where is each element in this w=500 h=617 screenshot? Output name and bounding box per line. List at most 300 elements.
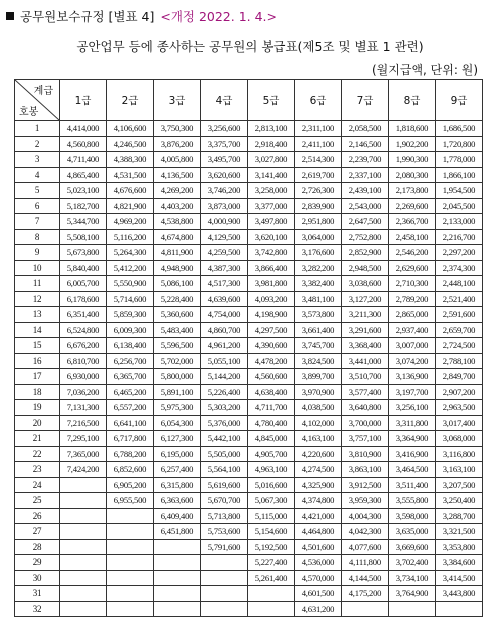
salary-cell: 4,038,500 xyxy=(295,400,342,416)
salary-cell: 4,711,400 xyxy=(60,152,107,168)
salary-cell: 3,510,700 xyxy=(342,369,389,385)
salary-cell: 3,414,500 xyxy=(436,570,483,586)
salary-cell: 5,702,000 xyxy=(154,353,201,369)
salary-cell: 6,009,300 xyxy=(107,322,154,338)
table-row xyxy=(15,276,483,292)
salary-cell: 2,045,500 xyxy=(436,198,483,214)
step-number: 32 xyxy=(15,601,60,617)
table-row xyxy=(15,477,483,493)
salary-cell xyxy=(60,586,107,602)
step-number: 1 xyxy=(15,121,60,137)
grade-header: 8급 xyxy=(389,80,436,121)
salary-cell: 4,961,200 xyxy=(201,338,248,354)
salary-table xyxy=(14,79,483,617)
table-row xyxy=(15,167,483,183)
salary-cell: 2,849,700 xyxy=(436,369,483,385)
salary-cell: 4,638,400 xyxy=(248,384,295,400)
salary-cell: 6,054,300 xyxy=(154,415,201,431)
step-number: 23 xyxy=(15,462,60,478)
table-row xyxy=(15,446,483,462)
salary-cell: 5,670,700 xyxy=(201,493,248,509)
step-number: 28 xyxy=(15,539,60,555)
salary-cell: 3,620,100 xyxy=(248,229,295,245)
salary-cell xyxy=(154,601,201,617)
salary-cell: 5,116,200 xyxy=(107,229,154,245)
salary-cell: 5,261,400 xyxy=(248,570,295,586)
salary-cell: 6,852,600 xyxy=(107,462,154,478)
salary-cell: 2,907,200 xyxy=(436,384,483,400)
salary-cell xyxy=(154,555,201,571)
salary-cell: 3,757,100 xyxy=(342,431,389,447)
salary-cell: 5,673,800 xyxy=(60,245,107,261)
salary-cell: 3,116,800 xyxy=(436,446,483,462)
salary-cell: 6,363,600 xyxy=(154,493,201,509)
salary-cell xyxy=(60,555,107,571)
salary-cell: 5,023,100 xyxy=(60,183,107,199)
step-number: 15 xyxy=(15,338,60,354)
step-number: 13 xyxy=(15,307,60,323)
salary-cell: 3,620,600 xyxy=(201,167,248,183)
table-row xyxy=(15,291,483,307)
table-row xyxy=(15,508,483,524)
salary-cell: 5,115,000 xyxy=(248,508,295,524)
salary-cell: 4,403,200 xyxy=(154,198,201,214)
document-header xyxy=(6,6,277,26)
salary-cell xyxy=(201,586,248,602)
step-number: 25 xyxy=(15,493,60,509)
salary-cell: 5,154,600 xyxy=(248,524,295,540)
salary-cell: 3,364,900 xyxy=(389,431,436,447)
salary-cell: 4,538,800 xyxy=(154,214,201,230)
salary-cell: 4,005,800 xyxy=(154,152,201,168)
salary-cell: 5,016,600 xyxy=(248,477,295,493)
salary-cell: 3,810,900 xyxy=(342,446,389,462)
salary-cell: 2,366,700 xyxy=(389,214,436,230)
salary-cell xyxy=(201,555,248,571)
salary-cell: 3,311,800 xyxy=(389,415,436,431)
salary-cell: 3,635,000 xyxy=(389,524,436,540)
salary-cell: 4,570,000 xyxy=(295,570,342,586)
salary-cell: 3,288,700 xyxy=(436,508,483,524)
salary-cell: 3,750,300 xyxy=(154,121,201,137)
salary-cell: 3,441,000 xyxy=(342,353,389,369)
step-number: 14 xyxy=(15,322,60,338)
salary-cell: 2,789,200 xyxy=(389,291,436,307)
salary-cell: 5,055,100 xyxy=(201,353,248,369)
table-row xyxy=(15,214,483,230)
salary-cell: 5,791,600 xyxy=(201,539,248,555)
salary-cell: 4,259,500 xyxy=(201,245,248,261)
header-row xyxy=(15,80,483,121)
salary-cell: 7,295,100 xyxy=(60,431,107,447)
table-row xyxy=(15,121,483,137)
salary-cell: 4,136,500 xyxy=(154,167,201,183)
salary-cell: 3,250,400 xyxy=(436,493,483,509)
salary-cell: 5,508,100 xyxy=(60,229,107,245)
step-number: 11 xyxy=(15,276,60,292)
salary-cell: 3,353,800 xyxy=(436,539,483,555)
salary-cell xyxy=(60,493,107,509)
salary-cell: 3,573,800 xyxy=(295,307,342,323)
salary-cell: 3,074,200 xyxy=(389,353,436,369)
step-number: 4 xyxy=(15,167,60,183)
salary-cell: 1,720,800 xyxy=(436,136,483,152)
salary-cell: 3,176,600 xyxy=(295,245,342,261)
salary-cell: 6,138,400 xyxy=(107,338,154,354)
salary-cell xyxy=(107,586,154,602)
salary-cell: 2,839,900 xyxy=(295,198,342,214)
step-number: 3 xyxy=(15,152,60,168)
salary-cell: 3,258,000 xyxy=(248,183,295,199)
salary-cell: 3,873,000 xyxy=(201,198,248,214)
table-row xyxy=(15,570,483,586)
salary-cell: 3,495,700 xyxy=(201,152,248,168)
square-bullet-icon xyxy=(6,12,14,20)
salary-cell: 4,414,000 xyxy=(60,121,107,137)
salary-cell: 5,226,400 xyxy=(201,384,248,400)
salary-cell: 4,220,600 xyxy=(295,446,342,462)
salary-cell: 4,106,600 xyxy=(107,121,154,137)
salary-cell: 3,700,000 xyxy=(342,415,389,431)
salary-cell: 3,282,200 xyxy=(295,260,342,276)
step-number: 24 xyxy=(15,477,60,493)
grade-header: 1급 xyxy=(60,80,107,121)
salary-cell xyxy=(107,524,154,540)
table-row xyxy=(15,384,483,400)
salary-cell: 3,038,600 xyxy=(342,276,389,292)
grade-header: 3급 xyxy=(154,80,201,121)
salary-cell: 6,524,800 xyxy=(60,322,107,338)
salary-cell: 3,959,300 xyxy=(342,493,389,509)
salary-cell xyxy=(60,524,107,540)
salary-cell: 6,409,400 xyxy=(154,508,201,524)
salary-cell: 4,464,800 xyxy=(295,524,342,540)
salary-cell: 2,865,000 xyxy=(389,307,436,323)
salary-cell: 1,866,100 xyxy=(436,167,483,183)
salary-cell: 4,163,100 xyxy=(295,431,342,447)
grade-header: 2급 xyxy=(107,80,154,121)
salary-cell: 6,641,100 xyxy=(107,415,154,431)
table-row xyxy=(15,353,483,369)
salary-cell: 2,852,900 xyxy=(342,245,389,261)
grade-header: 9급 xyxy=(436,80,483,121)
salary-cell: 4,387,300 xyxy=(201,260,248,276)
salary-cell: 3,981,800 xyxy=(248,276,295,292)
salary-cell: 2,726,300 xyxy=(295,183,342,199)
salary-cell: 4,969,200 xyxy=(107,214,154,230)
salary-cell xyxy=(248,601,295,617)
salary-cell: 4,711,700 xyxy=(248,400,295,416)
table-row xyxy=(15,524,483,540)
salary-cell: 3,746,200 xyxy=(201,183,248,199)
table-row xyxy=(15,307,483,323)
table-row xyxy=(15,462,483,478)
table-row xyxy=(15,555,483,571)
salary-cell: 6,930,000 xyxy=(60,369,107,385)
table-row xyxy=(15,245,483,261)
corner-cell xyxy=(15,80,60,121)
salary-cell: 2,659,700 xyxy=(436,322,483,338)
salary-cell: 4,478,200 xyxy=(248,353,295,369)
salary-cell xyxy=(154,539,201,555)
salary-cell: 5,505,000 xyxy=(201,446,248,462)
salary-cell: 3,064,000 xyxy=(295,229,342,245)
salary-cell: 5,550,900 xyxy=(107,276,154,292)
salary-cell: 3,824,500 xyxy=(295,353,342,369)
salary-cell: 4,144,500 xyxy=(342,570,389,586)
salary-cell: 6,256,700 xyxy=(107,353,154,369)
salary-cell xyxy=(107,539,154,555)
salary-cell: 4,601,500 xyxy=(295,586,342,602)
table-row xyxy=(15,493,483,509)
step-number: 19 xyxy=(15,400,60,416)
salary-cell: 3,368,400 xyxy=(342,338,389,354)
corner-grade-label: 계급 xyxy=(33,86,53,97)
salary-cell: 3,377,000 xyxy=(248,198,295,214)
table-row xyxy=(15,136,483,152)
salary-cell: 4,042,300 xyxy=(342,524,389,540)
salary-cell: 4,297,500 xyxy=(248,322,295,338)
salary-cell: 1,686,500 xyxy=(436,121,483,137)
salary-cell: 2,080,300 xyxy=(389,167,436,183)
salary-cell: 5,859,300 xyxy=(107,307,154,323)
table-row xyxy=(15,338,483,354)
salary-cell: 5,714,600 xyxy=(107,291,154,307)
salary-cell: 2,951,800 xyxy=(295,214,342,230)
salary-cell xyxy=(248,586,295,602)
salary-cell xyxy=(389,601,436,617)
salary-cell: 4,560,600 xyxy=(248,369,295,385)
salary-cell: 3,464,500 xyxy=(389,462,436,478)
salary-cell: 3,007,000 xyxy=(389,338,436,354)
salary-cell: 2,374,300 xyxy=(436,260,483,276)
salary-cell: 2,173,800 xyxy=(389,183,436,199)
table-row xyxy=(15,198,483,214)
salary-cell: 3,256,600 xyxy=(201,121,248,137)
salary-cell: 3,207,500 xyxy=(436,477,483,493)
salary-cell: 3,734,100 xyxy=(389,570,436,586)
salary-cell: 4,860,700 xyxy=(201,322,248,338)
salary-cell: 2,448,100 xyxy=(436,276,483,292)
salary-cell: 3,416,900 xyxy=(389,446,436,462)
salary-cell: 2,146,500 xyxy=(342,136,389,152)
salary-cell: 4,111,800 xyxy=(342,555,389,571)
salary-cell: 2,813,100 xyxy=(248,121,295,137)
salary-cell: 4,390,600 xyxy=(248,338,295,354)
salary-cell xyxy=(436,601,483,617)
salary-cell: 2,297,200 xyxy=(436,245,483,261)
salary-cell: 5,442,100 xyxy=(201,431,248,447)
unit-note: (월지급액, 단위: 원) xyxy=(372,63,478,77)
salary-cell: 2,619,700 xyxy=(295,167,342,183)
salary-cell xyxy=(60,477,107,493)
salary-cell: 5,303,200 xyxy=(201,400,248,416)
step-number: 18 xyxy=(15,384,60,400)
salary-cell: 3,764,900 xyxy=(389,586,436,602)
salary-cell xyxy=(107,555,154,571)
step-number: 27 xyxy=(15,524,60,540)
salary-cell: 4,274,500 xyxy=(295,462,342,478)
salary-cell: 4,269,200 xyxy=(154,183,201,199)
step-number: 10 xyxy=(15,260,60,276)
step-number: 26 xyxy=(15,508,60,524)
salary-cell: 7,131,300 xyxy=(60,400,107,416)
salary-cell: 3,384,600 xyxy=(436,555,483,571)
salary-cell: 4,536,000 xyxy=(295,555,342,571)
table-row xyxy=(15,431,483,447)
salary-cell: 4,560,800 xyxy=(60,136,107,152)
salary-cell: 5,975,300 xyxy=(154,400,201,416)
salary-cell: 6,717,800 xyxy=(107,431,154,447)
salary-cell: 2,963,500 xyxy=(436,400,483,416)
salary-cell: 6,127,300 xyxy=(154,431,201,447)
salary-cell: 3,577,400 xyxy=(342,384,389,400)
salary-cell: 2,937,400 xyxy=(389,322,436,338)
salary-cell: 5,360,600 xyxy=(154,307,201,323)
salary-cell: 2,311,100 xyxy=(295,121,342,137)
salary-cell: 3,163,100 xyxy=(436,462,483,478)
salary-cell: 4,531,500 xyxy=(107,167,154,183)
salary-cell: 4,102,000 xyxy=(295,415,342,431)
salary-cell: 4,517,300 xyxy=(201,276,248,292)
step-number: 22 xyxy=(15,446,60,462)
salary-cell: 1,818,600 xyxy=(389,121,436,137)
salary-cell: 3,127,200 xyxy=(342,291,389,307)
salary-cell: 5,086,100 xyxy=(154,276,201,292)
grade-header: 7급 xyxy=(342,80,389,121)
salary-cell: 3,375,700 xyxy=(201,136,248,152)
salary-cell xyxy=(107,601,154,617)
salary-cell: 3,863,100 xyxy=(342,462,389,478)
salary-cell: 5,753,600 xyxy=(201,524,248,540)
salary-cell: 2,752,800 xyxy=(342,229,389,245)
table-row xyxy=(15,152,483,168)
salary-cell: 5,192,500 xyxy=(248,539,295,555)
salary-cell: 7,036,200 xyxy=(60,384,107,400)
salary-cell: 6,465,200 xyxy=(107,384,154,400)
salary-cell: 2,458,100 xyxy=(389,229,436,245)
regulation-name: 공무원보수규정 [별표 4] xyxy=(20,9,155,24)
table-row xyxy=(15,415,483,431)
salary-cell: 4,948,900 xyxy=(154,260,201,276)
salary-cell: 3,640,800 xyxy=(342,400,389,416)
salary-cell: 4,000,900 xyxy=(201,214,248,230)
salary-cell: 6,557,200 xyxy=(107,400,154,416)
salary-cell: 5,596,500 xyxy=(154,338,201,354)
salary-cell: 3,912,500 xyxy=(342,477,389,493)
salary-cell: 4,821,900 xyxy=(107,198,154,214)
salary-cell: 2,724,500 xyxy=(436,338,483,354)
salary-cell: 3,481,100 xyxy=(295,291,342,307)
table-row xyxy=(15,229,483,245)
step-number: 31 xyxy=(15,586,60,602)
salary-cell: 6,005,700 xyxy=(60,276,107,292)
salary-cell: 3,197,700 xyxy=(389,384,436,400)
salary-cell: 5,483,400 xyxy=(154,322,201,338)
salary-cell: 2,216,700 xyxy=(436,229,483,245)
salary-cell: 2,133,000 xyxy=(436,214,483,230)
salary-cell: 4,845,000 xyxy=(248,431,295,447)
salary-cell: 5,840,400 xyxy=(60,260,107,276)
salary-cell: 4,388,300 xyxy=(107,152,154,168)
salary-cell: 5,228,400 xyxy=(154,291,201,307)
salary-cell: 2,788,100 xyxy=(436,353,483,369)
salary-cell: 3,511,400 xyxy=(389,477,436,493)
salary-cell: 3,017,400 xyxy=(436,415,483,431)
salary-cell: 2,514,300 xyxy=(295,152,342,168)
salary-cell xyxy=(154,570,201,586)
salary-cell: 1,778,000 xyxy=(436,152,483,168)
salary-cell: 6,955,500 xyxy=(107,493,154,509)
salary-cell: 3,970,900 xyxy=(295,384,342,400)
salary-cell: 2,591,600 xyxy=(436,307,483,323)
step-number: 29 xyxy=(15,555,60,571)
table-row xyxy=(15,586,483,602)
salary-cell xyxy=(201,570,248,586)
salary-cell: 3,068,000 xyxy=(436,431,483,447)
salary-cell: 2,546,200 xyxy=(389,245,436,261)
salary-cell: 3,745,700 xyxy=(295,338,342,354)
salary-cell: 2,948,500 xyxy=(342,260,389,276)
salary-cell: 5,800,000 xyxy=(154,369,201,385)
salary-cell: 6,905,200 xyxy=(107,477,154,493)
salary-cell: 3,702,400 xyxy=(389,555,436,571)
salary-cell: 6,351,400 xyxy=(60,307,107,323)
salary-cell: 4,780,400 xyxy=(248,415,295,431)
salary-cell: 4,129,500 xyxy=(201,229,248,245)
salary-cell: 3,497,800 xyxy=(248,214,295,230)
table-body xyxy=(15,121,483,617)
salary-cell: 3,211,300 xyxy=(342,307,389,323)
salary-cell: 5,344,700 xyxy=(60,214,107,230)
salary-cell: 4,631,200 xyxy=(295,601,342,617)
salary-cell: 4,905,700 xyxy=(248,446,295,462)
salary-cell: 5,619,600 xyxy=(201,477,248,493)
salary-cell: 6,676,200 xyxy=(60,338,107,354)
salary-cell: 3,291,600 xyxy=(342,322,389,338)
salary-cell xyxy=(60,570,107,586)
step-number: 20 xyxy=(15,415,60,431)
salary-cell: 6,365,700 xyxy=(107,369,154,385)
step-number: 9 xyxy=(15,245,60,261)
salary-cell: 4,198,900 xyxy=(248,307,295,323)
salary-cell: 3,321,500 xyxy=(436,524,483,540)
salary-cell: 4,093,200 xyxy=(248,291,295,307)
step-number: 17 xyxy=(15,369,60,385)
salary-cell: 5,227,400 xyxy=(248,555,295,571)
step-number: 7 xyxy=(15,214,60,230)
salary-cell: 2,239,700 xyxy=(342,152,389,168)
salary-cell: 7,424,200 xyxy=(60,462,107,478)
step-number: 16 xyxy=(15,353,60,369)
step-number: 6 xyxy=(15,198,60,214)
salary-cell: 4,325,900 xyxy=(295,477,342,493)
salary-cell: 5,376,000 xyxy=(201,415,248,431)
salary-cell: 2,629,600 xyxy=(389,260,436,276)
salary-cell: 2,918,400 xyxy=(248,136,295,152)
salary-cell: 2,058,500 xyxy=(342,121,389,137)
grade-header: 4급 xyxy=(201,80,248,121)
step-number: 12 xyxy=(15,291,60,307)
salary-cell: 5,182,700 xyxy=(60,198,107,214)
salary-cell: 7,365,000 xyxy=(60,446,107,462)
salary-cell: 2,521,400 xyxy=(436,291,483,307)
salary-cell: 2,439,100 xyxy=(342,183,389,199)
salary-cell xyxy=(107,570,154,586)
salary-cell: 5,264,300 xyxy=(107,245,154,261)
salary-cell: 4,811,900 xyxy=(154,245,201,261)
salary-cell: 4,676,600 xyxy=(107,183,154,199)
